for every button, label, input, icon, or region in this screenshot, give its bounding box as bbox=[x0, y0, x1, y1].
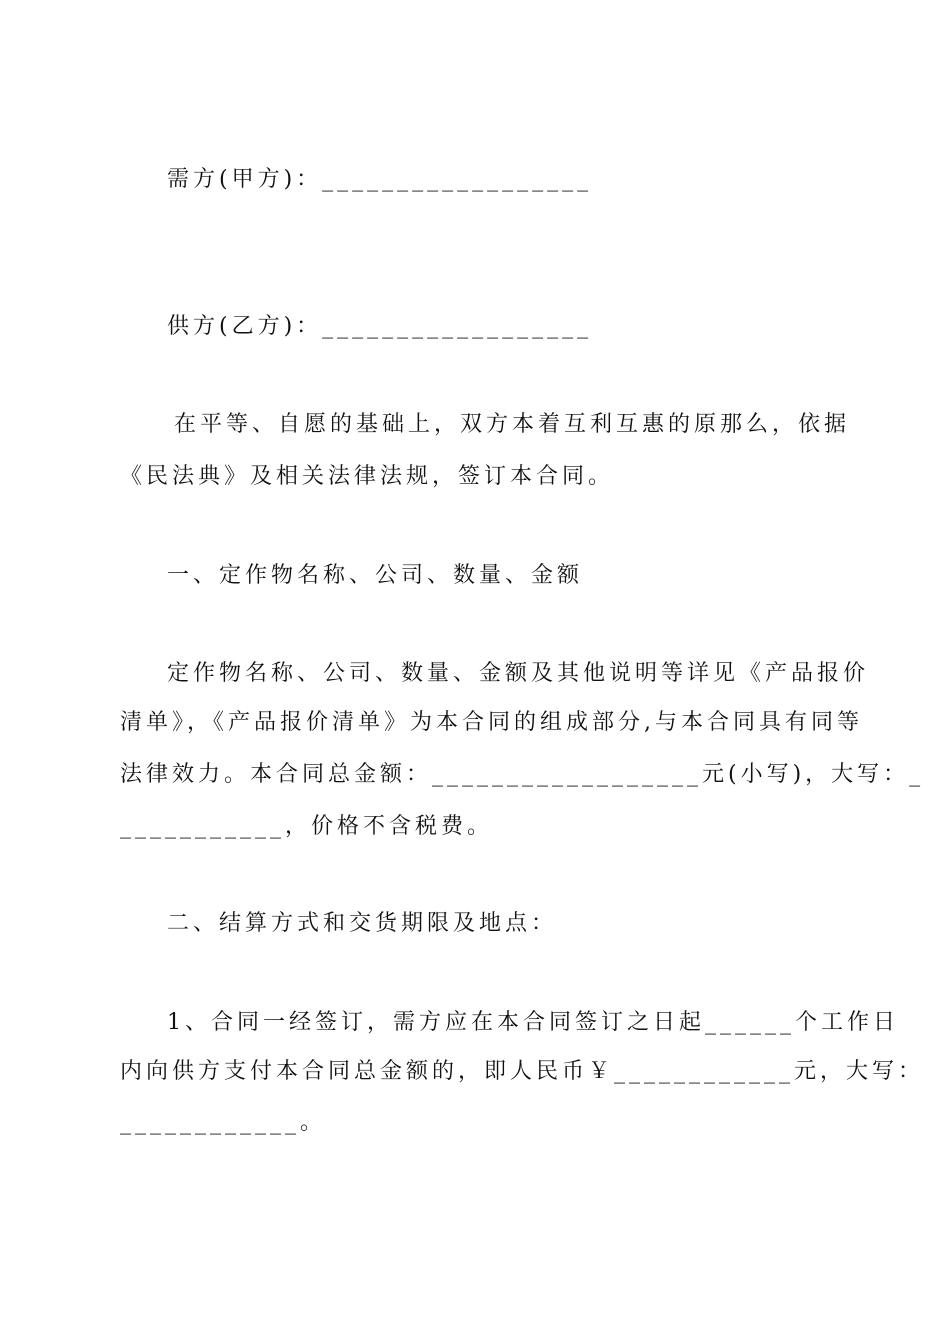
section-2-item-1-line-2: 内向供方支付本合同总金额的，即人民币￥____________元，大写： bbox=[120, 1059, 925, 1084]
party-a-line: 需方(甲方)：__________________ bbox=[167, 167, 593, 192]
intro-line-1: 在平等、自愿的基础上，双方本着互利互惠的原那么，依据 bbox=[174, 412, 851, 437]
section-1-line-4: ___________，价格不含税费。 bbox=[120, 814, 494, 839]
section-1-line-2: 清单》，《产品报价清单》为本合同的组成部分,与本合同具有同等 bbox=[120, 710, 863, 735]
intro-line-2: 《民法典》及相关法律法规，签订本合同。 bbox=[120, 464, 615, 489]
section-1-heading: 一、定作物名称、公司、数量、金额 bbox=[167, 563, 584, 588]
party-b-line: 供方(乙方)：__________________ bbox=[167, 314, 593, 339]
section-1-line-3: 法律效力。本合同总金额：__________________元(小写)，大写：_ bbox=[120, 762, 925, 787]
section-2-item-1-line-1: 1、合同一经签订，需方应在本合同签订之日起______个工作日 bbox=[167, 1010, 899, 1035]
section-2-item-1-line-3: ____________。 bbox=[120, 1110, 327, 1135]
section-1-line-1: 定作物名称、公司、数量、金额及其他说明等详见《产品报价 bbox=[167, 661, 870, 686]
section-2-heading: 二、结算方式和交货期限及地点： bbox=[167, 911, 558, 936]
